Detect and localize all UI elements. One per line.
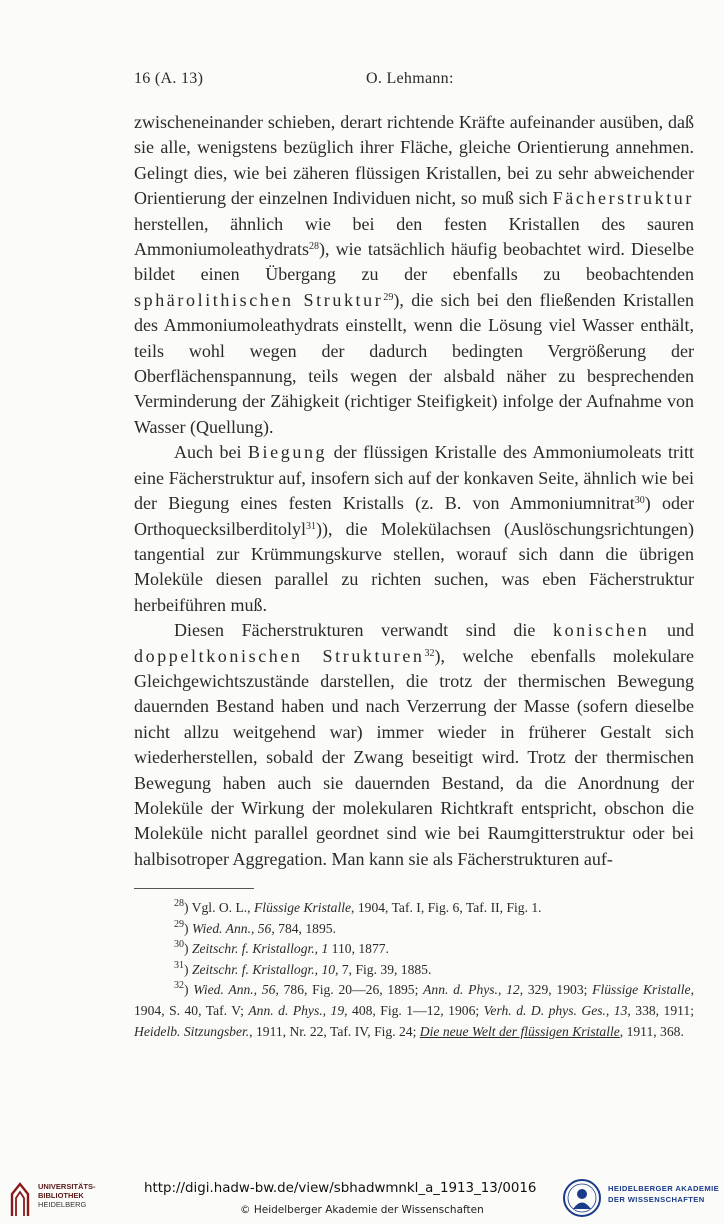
text-run: , 7, Fig. 39, 1885. xyxy=(335,961,432,977)
footnote-ref: 28 xyxy=(174,898,184,909)
text-run: )), die Molekülachsen (Auslöschungsrichtungen) tangential zur Krümmungskurve stellen, worauf sich dann die übrigen Moleküle diesen parallel zu richten suchen, was eben Fächerstruktur herbeiführen muß. xyxy=(134,518,694,615)
text-run: ) xyxy=(184,920,192,936)
text-run: herstellen, ähnlich wie bei den festen Kristallen des sauren Ammoniumoleathydrats xyxy=(134,213,694,260)
library-name-line-1: UNIVERSITÄTS- xyxy=(38,1182,96,1191)
citation-title: Ann. d. Phys., 19 xyxy=(248,1002,345,1018)
text-run: ) oder Orthoquecksilberditolyl xyxy=(134,493,694,539)
citation-title: Verh. d. D. phys. Ges., 13 xyxy=(483,1002,628,1018)
footnote-ref: 28 xyxy=(308,241,319,253)
academy-name-line-1: HEIDELBERGER AKADEMIE xyxy=(608,1184,720,1193)
citation-title: Heidelb. Sitzungsber. xyxy=(134,1023,250,1039)
text-run: ), wie tatsächlich häufig beobachtet wird. Dieselbe bildet einen Übergang zu der ebenfalls zu beobachtenden xyxy=(134,239,694,285)
text-run: , 1911, 368. xyxy=(619,1023,684,1039)
emphasized-term: doppeltkonischen Strukturen xyxy=(134,645,425,666)
text-run: 110, 1877. xyxy=(328,941,389,957)
academy-name-line-2: DER WISSENSCHAFTEN xyxy=(608,1194,705,1204)
paragraph xyxy=(134,440,694,618)
footnotes xyxy=(134,898,694,1042)
emphasized-term: konischen xyxy=(552,620,650,641)
footnote xyxy=(134,919,694,940)
copyright-notice: © Heidelberger Akademie der Wissenschaften xyxy=(240,1204,484,1216)
text-run: ) xyxy=(184,982,194,998)
footnote-ref: 32 xyxy=(174,980,184,992)
text-run: ), welche ebenfalls molekulare Gleichgewichtszustände darstellen, die trotz der thermischen Bewegung dauernden Bestand haben und nach Verzerrung der Masse (sofern dieselbe nicht allzu weitgehend war) immer wieder in früherer Gestalt sich wiederherstellen, sobald der Zwang beseitigt wird. Trotz der thermischen Bewegung haben auch sie dauernden Bestand, da die Anordnung der Moleküle der Wirkung der molekularen Richtkraft entspricht, obschon die Moleküle nicht parallel geordnet sind wie bei Raumgitterstruktur oder bei halbisotroper Aggregation. Man kann sie als Fächerstrukturen auf- xyxy=(134,645,694,869)
citation-title: Flüssige Kristalle xyxy=(592,982,691,998)
text-run: ), die sich bei den fließenden Kristallen des Ammoniumoleathydrats einstellt, wenn die Lösung viel Wasser enthält, teils wohl wegen der dadurch bedingten Vergrößerung der Oberflächenspannung, teils wegen der alsbald näher zu besprechenden Verminderung der Zähigkeit (richtiger Steifigkeit) infolge der Aufnahme von Wasser (Quellung). xyxy=(134,289,694,437)
academy-seal-icon xyxy=(562,1178,602,1218)
footnote-ref: 30 xyxy=(634,495,645,507)
emphasized-term: Fächerstruktur xyxy=(552,188,694,209)
footnote-divider xyxy=(134,888,254,889)
citation-title: Wied. Ann., 56 xyxy=(193,982,276,998)
citation-title: Die neue Welt der flüssigen Kristalle xyxy=(419,1023,620,1039)
emphasized-term: sphärolithischen Struktur xyxy=(134,289,384,310)
text-run: Auch bei xyxy=(174,442,248,463)
text-run: , 1911, Nr. 22, Taf. IV, Fig. 24; xyxy=(249,1023,420,1039)
page-footer xyxy=(0,1172,724,1224)
text-run: ) xyxy=(184,941,192,957)
citation-title: Flüssige Kristalle xyxy=(253,900,352,915)
footnote xyxy=(134,898,694,919)
footnote-ref: 30 xyxy=(174,939,184,951)
citation-title: Zeitschr. f. Kristallogr., 10 xyxy=(191,961,336,977)
academy-name xyxy=(608,1184,719,1205)
text-run: , 338, 1911; xyxy=(627,1002,695,1018)
footnote-ref: 32 xyxy=(424,647,435,659)
text-run: der flüssigen Kristalle des Ammoniumoleats tritt eine Fächerstruktur auf, insofern sich auf der konkaven Seite, ähnlich wie bei der Biegung eines festen Kristalls (z. B. von Ammoniumnitrat xyxy=(134,442,694,514)
footnote-ref: 31 xyxy=(174,959,184,971)
footnote xyxy=(134,960,694,981)
text-run: Diesen Fächerstrukturen verwandt sind die xyxy=(174,620,553,641)
paragraph xyxy=(134,618,694,872)
text-run: , 786, Fig. 20—26, 1895; xyxy=(275,982,424,998)
text-run: ) Vgl. O. L., xyxy=(184,900,254,915)
citation-title: Zeitschr. f. Kristallogr., 1 xyxy=(191,941,329,957)
running-head xyxy=(134,70,694,96)
text-run: , 408, Fig. 1—12, 1906; xyxy=(344,1002,484,1018)
text-run: , 329, 1903; xyxy=(519,982,593,998)
running-head-author: O. Lehmann: xyxy=(366,70,454,87)
body-text xyxy=(134,110,694,872)
footnote-ref: 29 xyxy=(174,918,184,930)
citation-title: Wied. Ann., 56 xyxy=(191,920,272,936)
text-run: und xyxy=(649,620,694,641)
text-run: , 784, 1895. xyxy=(271,920,336,936)
footnote-ref: 29 xyxy=(383,291,394,303)
text-run: ) xyxy=(184,961,192,977)
library-name-line-2: BIBLIOTHEK xyxy=(38,1191,84,1200)
university-library-logo-icon xyxy=(8,1180,32,1218)
text-run: zwischeneinander schieben, derart richtende Kräfte aufeinander ausüben, daß sie alle, wenigstens bezüglich ihrer Fläche, gleiche Orientierung annehmen. Gelingt dies, wie bei zäheren flüssigen Kristallen, bei zu sehr abweichender Orientierung der einzelnen Individuen nicht, so muß sich xyxy=(134,112,694,209)
library-name xyxy=(38,1182,96,1209)
paragraph xyxy=(134,110,694,440)
emphasized-term: Biegung xyxy=(247,442,328,463)
text-run: , 1904, S. 40, Taf. V; xyxy=(134,982,694,1018)
library-name-line-3: HEIDELBERG xyxy=(38,1200,87,1209)
footnote-ref: 31 xyxy=(305,520,316,532)
footnote xyxy=(134,980,694,1042)
permalink-url[interactable]: http://digi.hadw-bw.de/view/sbhadwmnkl_a_1913_13/0016 xyxy=(144,1181,537,1196)
citation-title: Ann. d. Phys., 12 xyxy=(423,982,520,998)
text-run: , 1904, Taf. I, Fig. 6, Taf. II, Fig. 1. xyxy=(351,900,542,915)
page-number: 16 (A. 13) xyxy=(134,70,204,87)
footnote xyxy=(134,939,694,960)
